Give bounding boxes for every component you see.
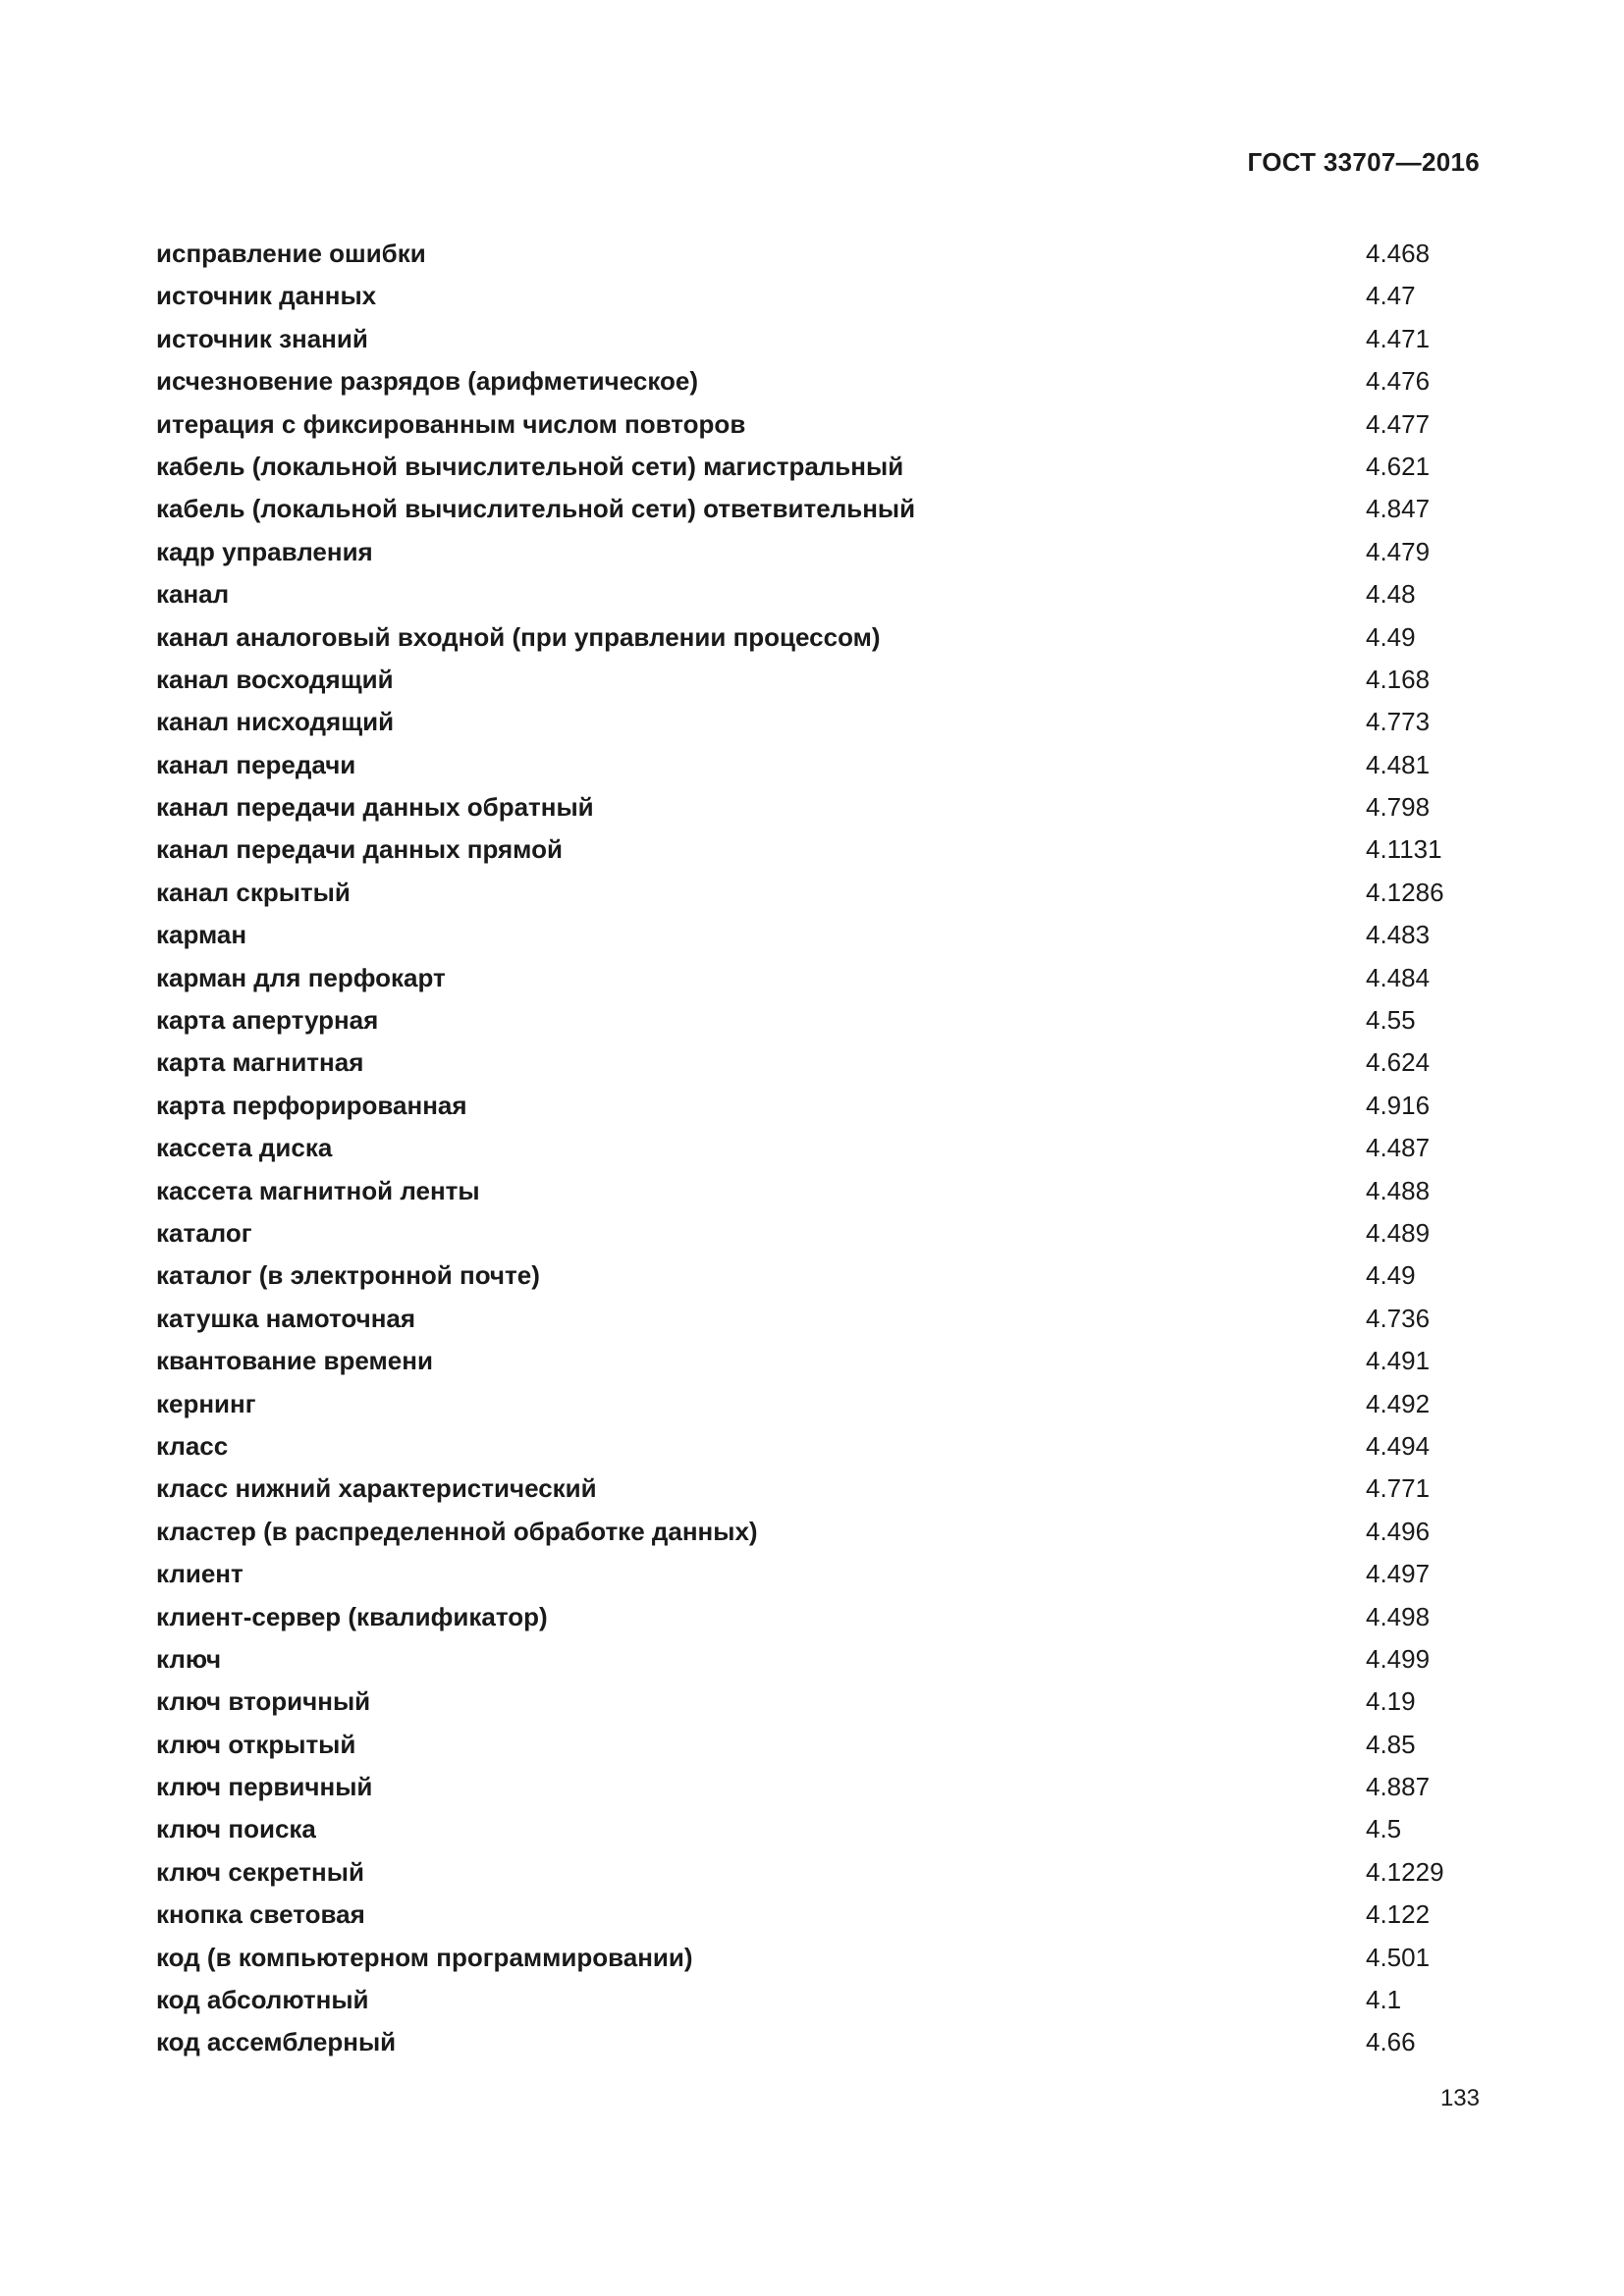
index-term: кассета диска	[156, 1133, 333, 1163]
index-term: кабель (локальной вычислительной сети) магистральный	[156, 451, 904, 481]
index-term: источник данных	[156, 281, 377, 311]
index-term: код ассемблерный	[156, 2027, 397, 2057]
index-reference: 4.798	[1366, 792, 1431, 823]
index-reference: 4.499	[1366, 1643, 1431, 1674]
index-reference: 4.1131	[1366, 834, 1442, 865]
index-term: ключ поиска	[156, 1814, 316, 1844]
index-term: карта магнитная	[156, 1047, 364, 1078]
index-term: ключ первичный	[156, 1772, 373, 1802]
index-entry	[156, 1383, 1491, 1425]
index-reference: 4.481	[1366, 749, 1431, 779]
index-entry	[156, 1766, 1491, 1808]
index-entry	[156, 233, 1491, 275]
index-reference: 4.1229	[1366, 1856, 1444, 1887]
index-entry	[156, 786, 1491, 828]
index-entry	[156, 1127, 1491, 1169]
index-entry	[156, 1724, 1491, 1766]
index-entry	[156, 531, 1491, 573]
index-term: ключ вторичный	[156, 1686, 371, 1717]
index-reference: 4.496	[1366, 1516, 1431, 1546]
index-reference: 4.49	[1366, 1260, 1416, 1291]
index-reference: 4.66	[1366, 2027, 1416, 2057]
index-entry	[156, 744, 1491, 786]
index-entry	[156, 999, 1491, 1041]
index-entry	[156, 318, 1491, 360]
index-term: катушка намоточная	[156, 1303, 416, 1333]
index-entry	[156, 957, 1491, 999]
index-reference: 4.168	[1366, 664, 1431, 694]
index-reference: 4.498	[1366, 1601, 1431, 1631]
index-term: канал передачи данных прямой	[156, 834, 563, 865]
index-entry	[156, 701, 1491, 743]
index-term: исчезновение разрядов (арифметическое)	[156, 366, 698, 397]
index-list	[156, 233, 1491, 2064]
index-term: канал скрытый	[156, 877, 351, 907]
index-reference: 4.476	[1366, 366, 1431, 397]
index-entry	[156, 1894, 1491, 1936]
index-entry	[156, 1255, 1491, 1297]
index-term: клиент-сервер (квалификатор)	[156, 1601, 548, 1631]
index-reference: 4.736	[1366, 1303, 1431, 1333]
index-term: клиент	[156, 1559, 244, 1589]
index-entry	[156, 360, 1491, 402]
index-reference: 4.5	[1366, 1814, 1402, 1844]
index-entry	[156, 828, 1491, 871]
index-term: кассета магнитной ленты	[156, 1175, 480, 1205]
index-reference: 4.479	[1366, 536, 1431, 566]
index-entry	[156, 659, 1491, 701]
index-term: итерация с фиксированным числом повторов	[156, 408, 746, 439]
index-entry	[156, 1212, 1491, 1255]
index-entry	[156, 1170, 1491, 1212]
index-reference: 4.471	[1366, 323, 1431, 353]
index-entry	[156, 2021, 1491, 2063]
document-header: ГОСТ 33707—2016	[1247, 147, 1480, 177]
index-reference: 4.492	[1366, 1388, 1431, 1418]
index-term: канал	[156, 579, 230, 610]
index-entry	[156, 1681, 1491, 1723]
index-entry	[156, 275, 1491, 317]
index-term: ключ секретный	[156, 1856, 364, 1887]
index-term: каталог	[156, 1217, 252, 1248]
index-entry	[156, 1553, 1491, 1595]
index-reference: 4.773	[1366, 707, 1431, 737]
index-reference: 4.489	[1366, 1217, 1431, 1248]
index-entry	[156, 1340, 1491, 1382]
page-number: 133	[1439, 2085, 1480, 2111]
index-term: канал передачи	[156, 749, 356, 779]
index-term: класс	[156, 1430, 229, 1461]
index-reference: 4.477	[1366, 408, 1431, 439]
index-term: ключ	[156, 1643, 222, 1674]
index-reference: 4.501	[1366, 1942, 1431, 1972]
index-term: исправление ошибки	[156, 239, 426, 268]
index-reference: 4.487	[1366, 1133, 1431, 1163]
index-term: канал восходящий	[156, 664, 394, 694]
index-entry	[156, 914, 1491, 956]
index-term: кнопка световая	[156, 1899, 365, 1930]
index-entry	[156, 1851, 1491, 1894]
index-term: канал нисходящий	[156, 707, 395, 737]
index-term: канал аналоговый входной (при управлении процессом)	[156, 621, 881, 652]
index-term: канал передачи данных обратный	[156, 792, 594, 823]
index-reference: 4.494	[1366, 1430, 1431, 1461]
index-term: карман	[156, 920, 247, 950]
index-reference: 4.847	[1366, 494, 1431, 524]
index-reference: 4.468	[1366, 239, 1431, 268]
index-term: карта апертурная	[156, 1005, 379, 1036]
index-term: каталог (в электронной почте)	[156, 1260, 540, 1291]
index-reference: 4.621	[1366, 451, 1431, 481]
index-entry	[156, 446, 1491, 488]
index-term: кластер (в распределенной обработке данных)	[156, 1516, 758, 1546]
index-term: источник знаний	[156, 323, 368, 353]
index-reference: 4.85	[1366, 1729, 1416, 1759]
index-reference: 4.484	[1366, 962, 1431, 992]
index-reference: 4.47	[1366, 281, 1416, 311]
index-reference: 4.1	[1366, 1985, 1402, 2015]
index-entry	[156, 1511, 1491, 1553]
index-entry	[156, 1298, 1491, 1340]
index-term: кернинг	[156, 1388, 256, 1418]
index-reference: 4.483	[1366, 920, 1431, 950]
index-reference: 4.771	[1366, 1473, 1431, 1504]
index-term: квантование времени	[156, 1346, 433, 1376]
index-term: карта перфорированная	[156, 1090, 467, 1120]
index-term: код абсолютный	[156, 1985, 369, 2015]
index-entry	[156, 1468, 1491, 1510]
index-term: ключ открытый	[156, 1729, 356, 1759]
index-reference: 4.49	[1366, 621, 1416, 652]
index-reference: 4.122	[1366, 1899, 1431, 1930]
index-entry	[156, 1596, 1491, 1638]
index-entry	[156, 1041, 1491, 1084]
index-term: код (в компьютерном программировании)	[156, 1942, 693, 1972]
index-reference: 4.491	[1366, 1346, 1431, 1376]
index-reference: 4.887	[1366, 1772, 1431, 1802]
index-entry	[156, 1425, 1491, 1468]
index-entry	[156, 573, 1491, 615]
index-entry	[156, 616, 1491, 659]
index-reference: 4.916	[1366, 1090, 1431, 1120]
index-entry	[156, 1638, 1491, 1681]
index-entry	[156, 872, 1491, 914]
index-reference: 4.624	[1366, 1047, 1431, 1078]
index-entry	[156, 403, 1491, 446]
index-entry	[156, 1937, 1491, 1979]
index-reference: 4.48	[1366, 579, 1416, 610]
index-entry	[156, 488, 1491, 530]
index-term: кадр управления	[156, 536, 373, 566]
index-term: карман для перфокарт	[156, 962, 446, 992]
index-entry	[156, 1085, 1491, 1127]
index-entry	[156, 1979, 1491, 2021]
index-reference: 4.55	[1366, 1005, 1416, 1036]
index-term: класс нижний характеристический	[156, 1473, 597, 1504]
index-entry	[156, 1808, 1491, 1850]
index-term: кабель (локальной вычислительной сети) ответвительный	[156, 494, 916, 524]
index-reference: 4.1286	[1366, 877, 1444, 907]
index-reference: 4.497	[1366, 1559, 1431, 1589]
index-reference: 4.488	[1366, 1175, 1431, 1205]
index-reference: 4.19	[1366, 1686, 1416, 1717]
